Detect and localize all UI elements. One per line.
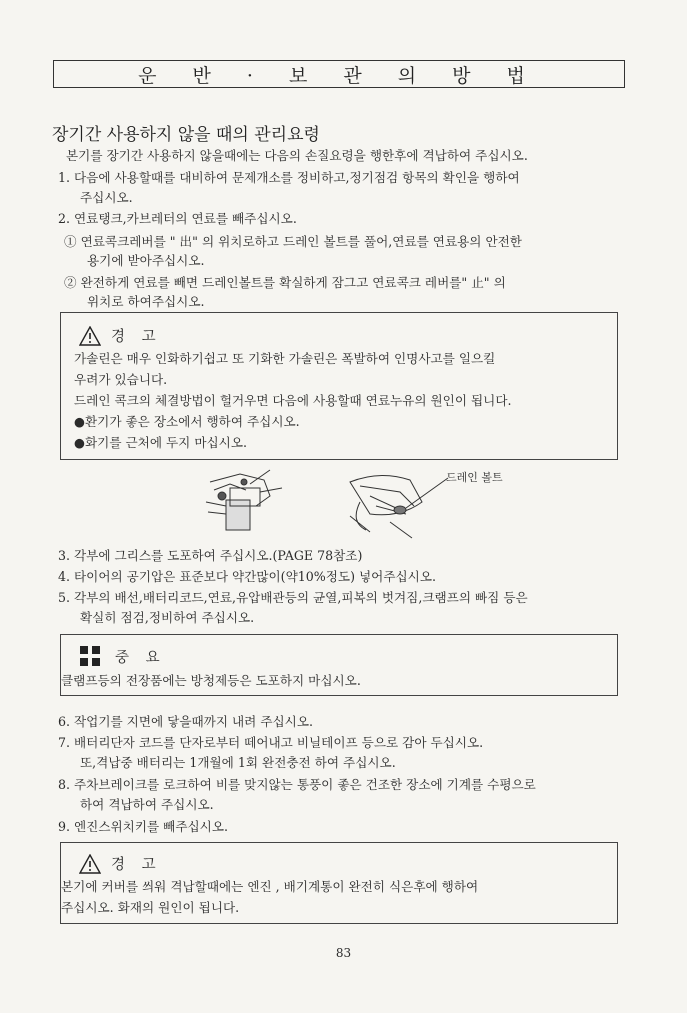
subitem-2-cont: 위치로 하여주십시오.	[87, 294, 205, 309]
warning-heading-2	[79, 853, 162, 874]
warning-box-2	[60, 842, 618, 924]
important-box	[60, 634, 618, 696]
page-title-box	[53, 60, 625, 88]
subitem-1: ① 연료콕크레버를 " 出" 의 위치로하고 드레인 볼트를 풀어,연료를 연료용의 안전한	[64, 234, 522, 249]
item-1: 1. 다음에 사용할때를 대비하여 문제개소를 정비하고,정기점검 항목의 확인을 행하여	[58, 170, 520, 185]
warning-heading-text-1: 경 고	[111, 329, 162, 345]
section-title: 장기간 사용하지 않을 때의 관리요령	[52, 125, 320, 145]
warning-heading-1	[79, 325, 162, 346]
warning-1-bullet-2: ●화기를 근처에 두지 마십시오.	[74, 435, 247, 450]
warning-1-bullet-1: ●환기가 좋은 장소에서 행하여 주십시오.	[74, 414, 300, 429]
item-5-cont: 확실히 점검,정비하여 주십시오.	[80, 610, 255, 625]
intro-text: 본기를 장기간 사용하지 않을때에는 다음의 손질요령을 행한후에 격납하여 주십시오.	[66, 148, 528, 163]
subitem-1-cont: 용기에 받아주십시오.	[87, 253, 205, 268]
warning-1-line-2: 우려가 있습니다.	[74, 372, 168, 387]
item-8-cont: 하여 격납하여 주십시오.	[80, 797, 214, 812]
warning-triangle-icon	[79, 326, 101, 346]
figure-label: 드레인 볼트	[446, 471, 503, 484]
important-text: 클램프등의 전장품에는 방청제등은 도포하지 마십시오.	[61, 673, 361, 688]
important-heading-text: 중 요	[115, 649, 166, 666]
item-9: 9. 엔진스위치키를 빼주십시오.	[58, 819, 229, 834]
warning-box-1	[60, 312, 618, 460]
subitem-2: ② 완전하게 연료를 빼면 드레인볼트를 확실하게 잠그고 연료콕크 레버를" 止" 의	[64, 275, 506, 290]
warning-heading-text-2: 경 고	[111, 857, 162, 873]
item-1-cont: 주십시오.	[80, 190, 133, 205]
item-2: 2. 연료탱크,카브레터의 연료를 빼주십시오.	[58, 211, 297, 226]
warning-1-line-1: 가솔린은 매우 인화하기쉽고 또 기화한 가솔린은 폭발하여 인명사고를 일으킬	[74, 351, 496, 366]
item-8: 8. 주차브레이크를 로크하여 비를 맞지않는 통풍이 좋은 건조한 장소에 기계를 수평으로	[58, 777, 536, 792]
warning-triangle-icon	[79, 854, 101, 874]
item-7: 7. 배터리단자 코드를 단자로부터 떼어내고 비닐테이프 등으로 감아 두십시오.	[58, 735, 484, 750]
page-title: 운 반 · 보 관 의 방 법	[138, 64, 540, 87]
important-squares-icon	[79, 645, 101, 667]
warning-1-line-3: 드레인 콕크의 체결방법이 헐거우면 다음에 사용할때 연료누유의 원인이 됩니다.	[74, 393, 512, 408]
item-3: 3. 각부에 그리스를 도포하여 주십시오.(PAGE 78참조)	[58, 548, 363, 563]
drain-bolt-illustration	[200, 462, 470, 542]
page-number: 83	[335, 946, 352, 960]
warning-2-line-1: 본기에 커버를 씌워 격납할때에는 엔진 , 배기계통이 완전히 식은후에 행하여	[61, 879, 479, 894]
item-7-cont: 또,격납중 배터리는 1개월에 1회 완전충전 하여 주십시오.	[80, 755, 396, 770]
item-6: 6. 작업기를 지면에 닿을때까지 내려 주십시오.	[58, 714, 314, 729]
important-heading	[79, 645, 166, 667]
item-5: 5. 각부의 배선,배터리코드,연료,유압배관등의 균열,피복의 벗겨짐,크램프의 빠짐 등은	[58, 590, 528, 605]
item-4: 4. 타이어의 공기압은 표준보다 약간많이(약10%정도) 넣어주십시오.	[58, 569, 436, 584]
warning-2-line-2: 주십시오. 화재의 원인이 됩니다.	[61, 900, 240, 915]
